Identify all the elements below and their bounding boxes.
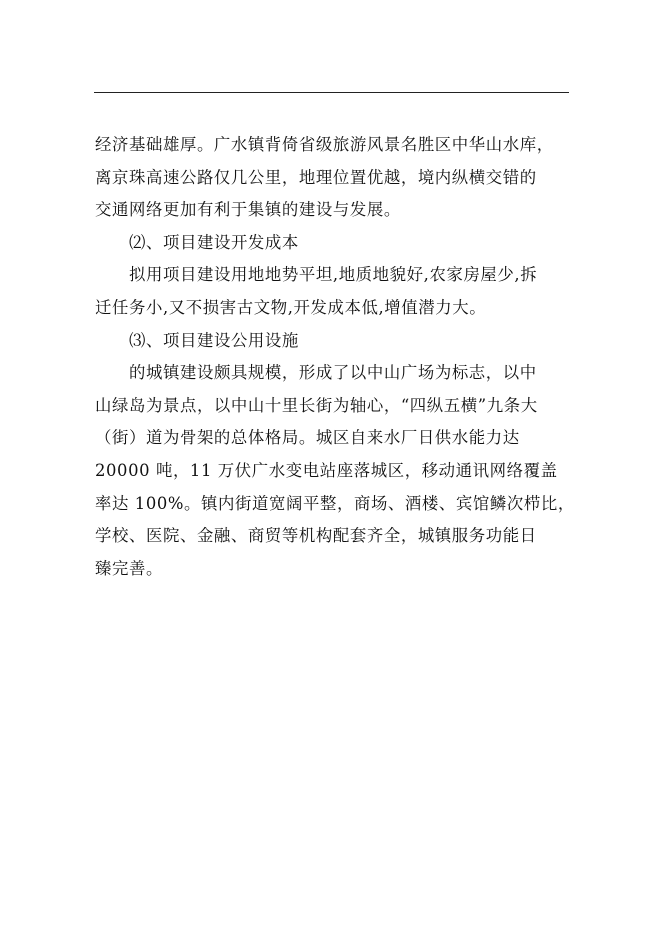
text-line: 20000 吨，11 万伏广水变电站座落城区，移动通讯网络覆盖 [95, 460, 558, 480]
text-line: 迁任务小,又不损害古文物,开发成本低,增值潜力大。 [95, 297, 487, 317]
text-line: （街）道为骨架的总体格局。城区自来水厂日供水能力达 [95, 428, 520, 448]
text-line: 交通网络更加有利于集镇的建设与发展。 [95, 200, 401, 220]
text-line: 的城镇建设颇具规模，形成了以中山广场为标志，以中 [129, 363, 537, 383]
text-line: 离京珠高速公路仅几公里，地理位置优越，境内纵横交错的 [95, 167, 537, 187]
text-line: 拟用项目建设用地地势平坦,地质地貌好,农家房屋少,拆 [129, 265, 538, 285]
header-rule [94, 92, 569, 93]
text-line: 山绿岛为景点，以中山十里长街为轴心，“四纵五横”九条大 [95, 395, 538, 415]
document-body [95, 129, 575, 585]
section-heading: ⑶、项目建设公用设施 [129, 330, 299, 350]
text-line: 率达 100%。镇内街道宽阔平整，商场、酒楼、宾馆鳞次栉比， [95, 493, 575, 513]
text-line: 经济基础雄厚。广水镇背倚省级旅游风景名胜区中华山水库， [95, 135, 554, 154]
section-heading: ⑵、项目建设开发成本 [129, 232, 299, 252]
text-line: 学校、医院、金融、商贸等机构配套齐全，城镇服务功能日 [95, 526, 537, 546]
text-line: 臻完善。 [95, 558, 163, 578]
